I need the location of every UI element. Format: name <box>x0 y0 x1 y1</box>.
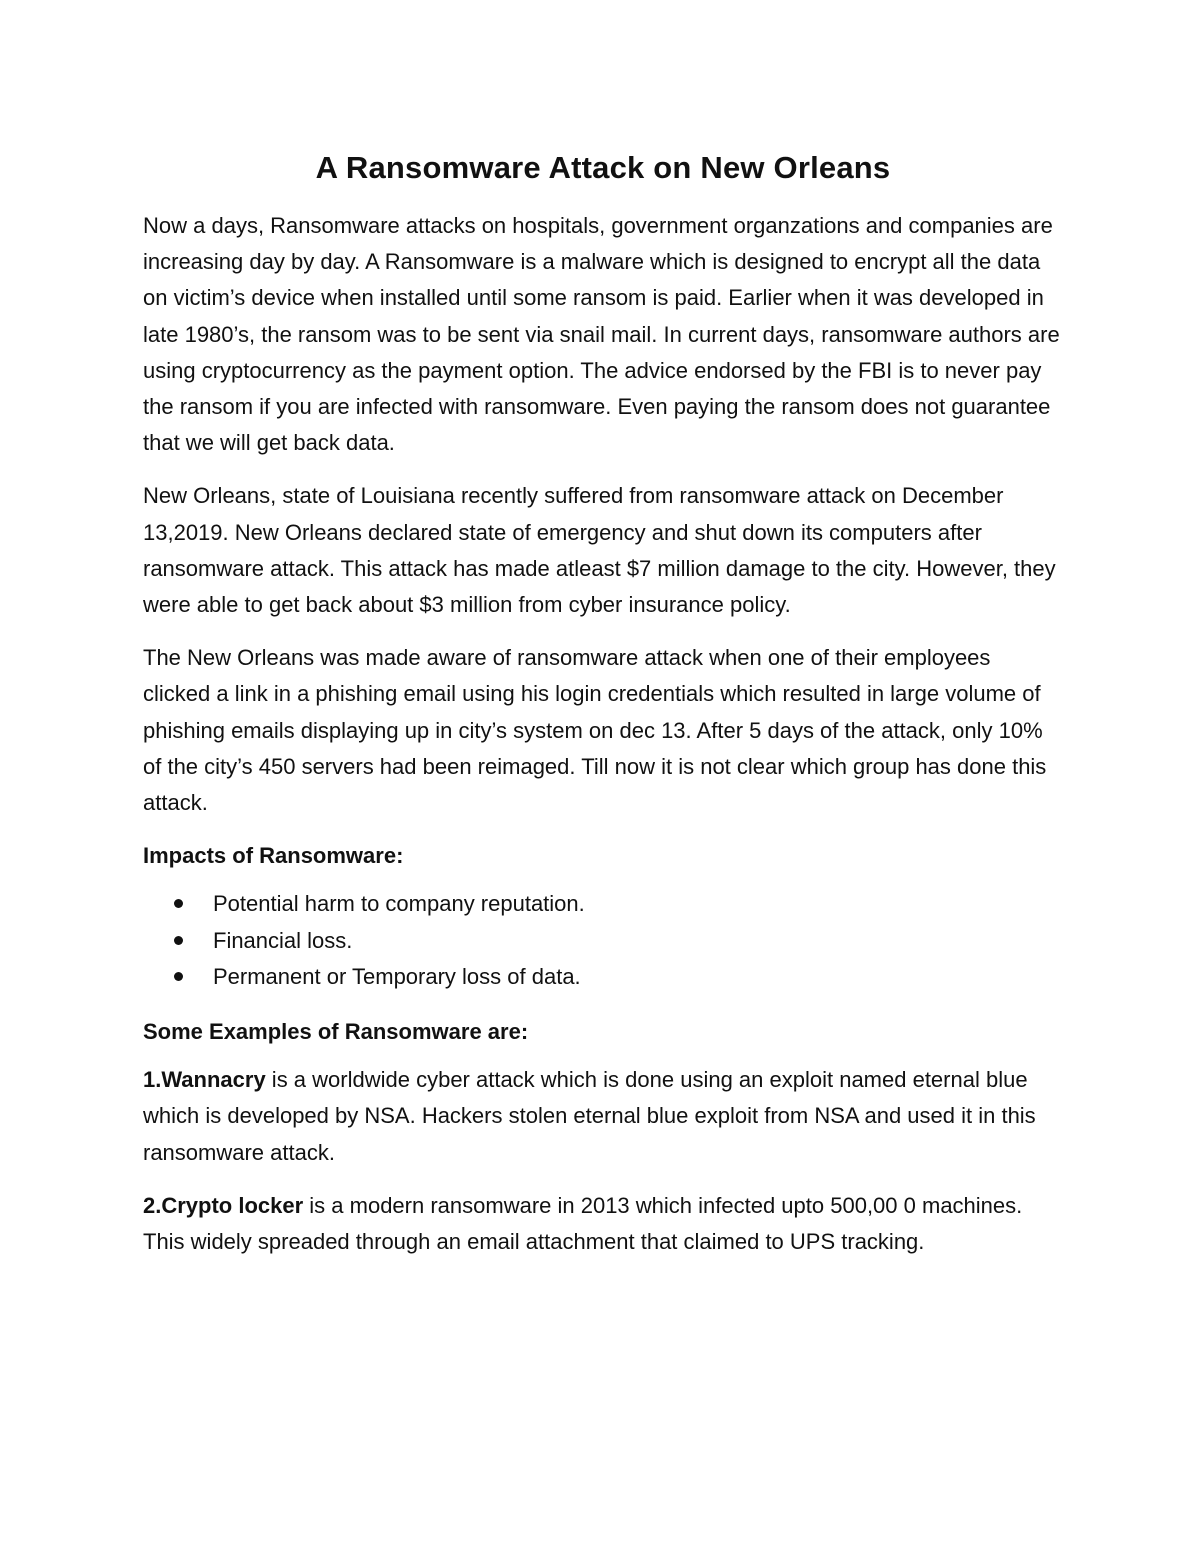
example-text: is a modern ransomware in 2013 which infected upto 500,00 0 machines. This widely spreaded through an email attachment that claimed to UPS tracking. <box>143 1192 1023 1255</box>
list-item-text: Financial loss. <box>213 927 353 953</box>
bullet-icon <box>174 936 183 945</box>
list-item <box>143 923 1063 959</box>
example-label: 2.Crypto locker <box>143 1192 304 1218</box>
example-text: is a worldwide cyber attack which is done using an exploit named eternal blue which is developed by NSA. Hackers stolen eternal blue exploit from NSA and used it in this ransomware attack. <box>143 1067 1036 1165</box>
intro-paragraph: Now a days, Ransomware attacks on hospitals, government organzations and companies are increasing day by day. A Ransomware is a malware which is designed to encrypt all the data on victim’s device when installed until some ransom is paid. Earlier when it was developed in late 1980’s, the ransom was to be sent via snail mail. In current days, ransomware authors are using cryptocurrency as the payment option. The advice endorsed by the FBI is to never pay the ransom if you are infected with ransomware. Even paying the ransom does not guarantee that we will get back data. <box>143 213 1060 456</box>
impacts-list <box>143 886 1063 995</box>
incident-paragraph: New Orleans, state of Louisiana recently suffered from ransomware attack on December 13,2019. New Orleans declared state of emergency and shut down its computers after ransomware attack. This attack has made atleast $7 million damage to the city. However, they were able to get back about $3 million from cyber insurance policy. <box>143 483 1056 618</box>
list-item-text: Potential harm to company reputation. <box>213 891 585 917</box>
document-page <box>143 150 1063 1277</box>
cause-paragraph: The New Orleans was made aware of ransomware attack when one of their employees clicked a link in a phishing email using his login credentials which resulted in large volume of phishing emails displaying up in city’s system on dec 13. After 5 days of the attack, only 10% of the city’s 450 servers had been reimaged. Till now it is not clear which group has done this attack. <box>143 645 1047 816</box>
bullet-icon <box>174 972 183 981</box>
example-wannacry <box>143 1062 1063 1171</box>
examples-heading: Some Examples of Ransomware are: <box>143 1019 529 1045</box>
list-item <box>143 886 1063 922</box>
example-cryptolocker <box>143 1188 1063 1260</box>
example-label: 1.Wannacry <box>143 1067 266 1093</box>
impacts-heading: Impacts of Ransomware: <box>143 843 404 869</box>
list-item-text: Permanent or Temporary loss of data. <box>213 963 581 989</box>
document-title: A Ransomware Attack on New Orleans <box>315 150 891 185</box>
bullet-icon <box>174 899 183 908</box>
list-item <box>143 959 1063 995</box>
